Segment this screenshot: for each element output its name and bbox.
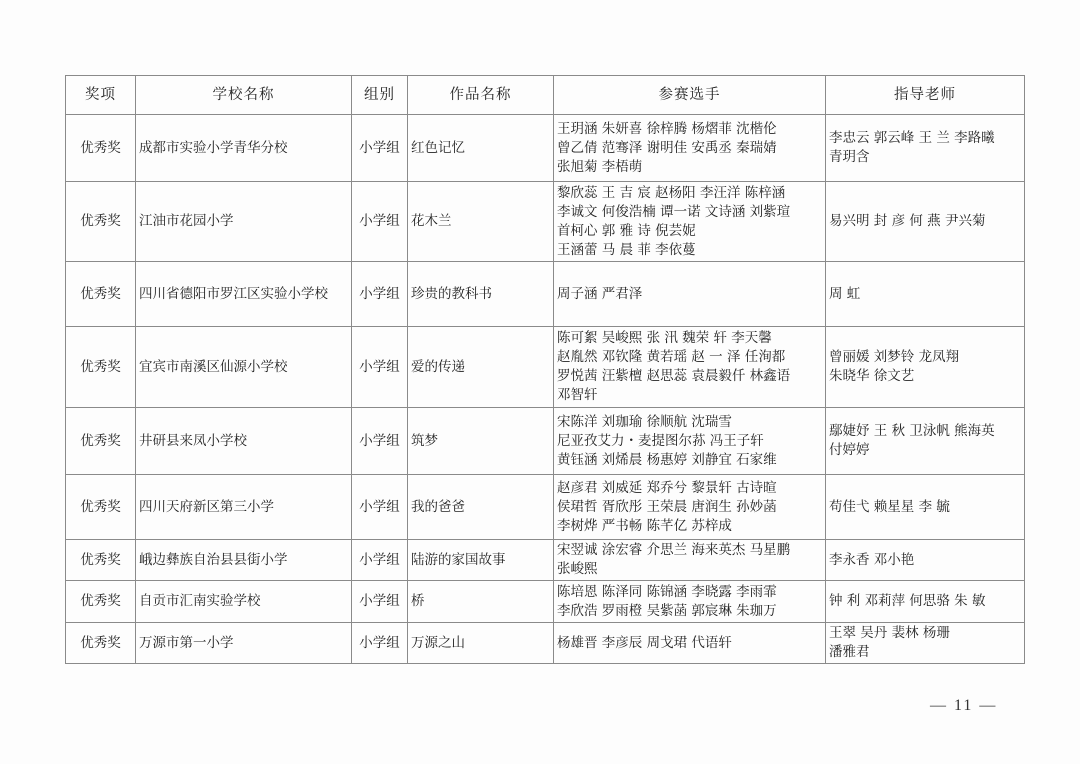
player-line: 陈可絮 吴峻熙 张 汛 魏荣 轩 李天馨 — [557, 330, 772, 346]
players-cell — [554, 115, 826, 182]
group-cell: 小学组 — [352, 182, 408, 262]
teacher-line: 曾丽媛 刘梦铃 龙凤翔 — [829, 349, 960, 365]
work-title-cell: 我的爸爸 — [408, 475, 554, 540]
work-title-cell: 爱的传递 — [408, 327, 554, 408]
award-cell: 优秀奖 — [66, 540, 136, 581]
player-line: 张峻熙 — [557, 561, 598, 577]
players-cell — [554, 182, 826, 262]
teacher-line: 潘雅君 — [829, 644, 870, 660]
player-line: 尼亚孜艾力・麦提图尔荪 冯王子轩 — [557, 432, 764, 449]
teacher-line: 李忠云 郭云峰 王 兰 李路曦 — [829, 130, 995, 146]
group-cell: 小学组 — [352, 475, 408, 540]
teacher-line: 朱晓华 徐文艺 — [829, 368, 915, 384]
award-cell: 优秀奖 — [66, 581, 136, 623]
player-line: 曾乙倩 范骞泽 谢明佳 安禹丞 秦瑞婧 — [557, 139, 777, 156]
player-line: 侯珺哲 胥欣彤 王荣晨 唐润生 孙妙菡 — [557, 498, 777, 515]
school-name-cell: 四川天府新区第三小学 — [136, 475, 352, 540]
teacher-line: 李永香 邓小艳 — [829, 551, 915, 568]
teacher-line: 青玥含 — [829, 149, 870, 165]
players-cell — [554, 327, 826, 408]
player-line: 黄钰涵 刘烯晨 杨惠婷 刘静宜 石家维 — [557, 451, 777, 468]
teachers-cell — [826, 182, 1025, 262]
player-line: 张旭菊 李梧萌 — [557, 158, 643, 175]
teachers-cell — [826, 540, 1025, 581]
teacher-line: 易兴明 封 彦 何 燕 尹兴菊 — [829, 213, 986, 229]
table-row — [66, 475, 1025, 540]
player-line: 黎欣蕊 王 吉 宸 赵杨阳 李汪洋 陈梓涵 — [557, 184, 786, 201]
awards-table — [65, 75, 1025, 664]
work-title-cell: 花木兰 — [408, 182, 554, 262]
table-row — [66, 540, 1025, 581]
player-line: 王玥涵 朱妍喜 徐梓腾 杨熠菲 沈楷伦 — [557, 120, 777, 137]
header-award: 奖项 — [66, 76, 136, 115]
teacher-line: 钟 利 邓莉萍 何思骆 朱 敏 — [829, 593, 986, 609]
player-line: 陈培恩 陈泽同 陈锦涵 李晓露 李雨霏 — [557, 583, 777, 600]
group-cell: 小学组 — [352, 262, 408, 327]
teacher-line: 苟佳弋 赖星星 李 毓 — [829, 498, 950, 515]
player-line: 周子涵 严君泽 — [557, 285, 643, 302]
award-cell: 优秀奖 — [66, 623, 136, 664]
table-row — [66, 115, 1025, 182]
player-line: 首柯心 郭 雅 诗 倪芸妮 — [557, 222, 696, 239]
group-cell: 小学组 — [352, 540, 408, 581]
players-cell — [554, 475, 826, 540]
work-title-cell: 陆游的家国故事 — [408, 540, 554, 581]
work-title-cell: 筑梦 — [408, 408, 554, 475]
header-work: 作品名称 — [408, 76, 554, 115]
school-name-cell: 四川省德阳市罗江区实验小学校 — [136, 262, 352, 327]
players-cell — [554, 623, 826, 664]
table-body — [66, 115, 1025, 664]
group-cell: 小学组 — [352, 327, 408, 408]
school-name-cell: 成都市实验小学青华分校 — [136, 115, 352, 182]
school-name-cell: 万源市第一小学 — [136, 623, 352, 664]
player-line: 邓智轩 — [557, 387, 598, 403]
player-line: 宋陈洋 刘珈瑜 徐顺航 沈瑞雪 — [557, 413, 732, 430]
school-name-cell: 宜宾市南溪区仙源小学校 — [136, 327, 352, 408]
player-line: 李诚文 何俊浩楠 谭一诺 文诗涵 刘紫瑄 — [557, 203, 791, 220]
table-header-row — [66, 76, 1025, 115]
header-teachers: 指导老师 — [826, 76, 1025, 115]
school-name-cell: 江油市花园小学 — [136, 182, 352, 262]
teachers-cell — [826, 581, 1025, 623]
work-title-cell: 红色记忆 — [408, 115, 554, 182]
player-line: 王涵蕾 马 晨 菲 李依蔓 — [557, 241, 696, 258]
players-cell — [554, 408, 826, 475]
header-group: 组别 — [352, 76, 408, 115]
teachers-cell — [826, 408, 1025, 475]
players-cell — [554, 540, 826, 581]
teacher-line: 付婷婷 — [829, 442, 870, 458]
award-cell: 优秀奖 — [66, 475, 136, 540]
award-cell: 优秀奖 — [66, 182, 136, 262]
table-row — [66, 408, 1025, 475]
group-cell: 小学组 — [352, 623, 408, 664]
group-cell: 小学组 — [352, 581, 408, 623]
award-cell: 优秀奖 — [66, 327, 136, 408]
work-title-cell: 桥 — [408, 581, 554, 623]
work-title-cell: 珍贵的教科书 — [408, 262, 554, 327]
school-name-cell: 自贡市汇南实验学校 — [136, 581, 352, 623]
teachers-cell — [826, 115, 1025, 182]
header-school: 学校名称 — [136, 76, 352, 115]
players-cell — [554, 262, 826, 327]
teacher-line: 周 虹 — [829, 285, 861, 302]
group-cell: 小学组 — [352, 408, 408, 475]
table-row — [66, 581, 1025, 623]
table-row — [66, 262, 1025, 327]
teachers-cell — [826, 475, 1025, 540]
table-row — [66, 327, 1025, 408]
table-row — [66, 182, 1025, 262]
teachers-cell — [826, 262, 1025, 327]
school-name-cell: 峨边彝族自治县县街小学 — [136, 540, 352, 581]
player-line: 杨雄晋 李彦辰 周戈珺 代语轩 — [557, 634, 732, 651]
award-cell: 优秀奖 — [66, 408, 136, 475]
player-line: 宋翌诚 涂宏睿 介思兰 海来英杰 马星鹏 — [557, 542, 791, 558]
work-title-cell: 万源之山 — [408, 623, 554, 664]
teacher-line: 王翠 吴丹 裴林 杨珊 — [829, 625, 950, 641]
page-number: — 11 — — [930, 697, 998, 714]
player-line: 赵胤然 邓钦隆 黄若瑶 赵 一 泽 任洵都 — [557, 349, 786, 365]
award-cell: 优秀奖 — [66, 262, 136, 327]
school-name-cell: 井研县来凤小学校 — [136, 408, 352, 475]
group-cell: 小学组 — [352, 115, 408, 182]
player-line: 罗悦茜 汪紫檀 赵思蕊 袁晨毅仟 林鑫语 — [557, 368, 791, 384]
table-row — [66, 623, 1025, 664]
teacher-line: 鄢婕妤 王 秋 卫泳帆 熊海英 — [829, 423, 995, 439]
award-cell: 优秀奖 — [66, 115, 136, 182]
player-line: 赵彦君 刘威延 郑乔兮 黎景轩 古诗暄 — [557, 479, 777, 496]
player-line: 李树烨 严书畅 陈芊亿 苏梓成 — [557, 517, 732, 534]
teachers-cell — [826, 327, 1025, 408]
header-players: 参赛选手 — [554, 76, 826, 115]
players-cell — [554, 581, 826, 623]
player-line: 李欣浩 罗雨橙 吴紫菡 郭宸琳 朱珈万 — [557, 602, 777, 619]
teachers-cell — [826, 623, 1025, 664]
